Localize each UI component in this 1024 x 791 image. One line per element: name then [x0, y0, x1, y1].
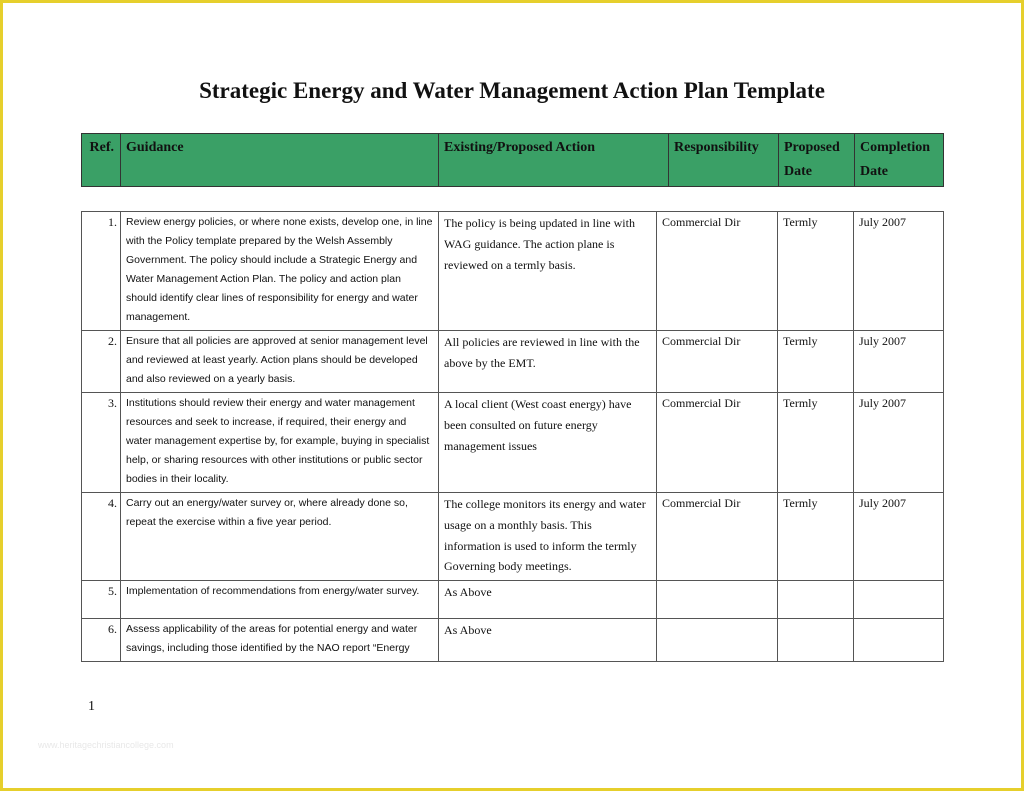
row-completion-date: July 2007 — [854, 393, 944, 493]
page-number: 1 — [88, 699, 95, 714]
header-proposed-date — [779, 134, 855, 187]
row-proposed-date: Termly — [778, 393, 854, 493]
row-guidance: Review energy policies, or where none exists, develop one, in line with the Policy template prepared by the Welsh Assembly Government. The policy should include a Strategic Energy and Water Management Action Plan. The policy and action plan should identify clear lines of responsibility for energy and water management. — [121, 212, 439, 331]
row-proposed-date: Termly — [778, 212, 854, 331]
header-guidance: Guidance — [121, 134, 439, 187]
row-ref: 1. — [82, 212, 121, 331]
row-completion-date: July 2007 — [854, 493, 944, 581]
row-proposed-date: Termly — [778, 493, 854, 581]
row-ref: 4. — [82, 493, 121, 581]
row-ref: 2. — [82, 331, 121, 393]
row-responsibility: Commercial Dir — [657, 393, 778, 493]
row-guidance: Assess applicability of the areas for potential energy and water savings, including those identified by the NAO report “Energy — [121, 619, 439, 662]
table-row — [82, 331, 944, 393]
row-action: All policies are reviewed in line with the above by the EMT. — [439, 331, 657, 393]
header-completion-line1: Completion — [860, 140, 930, 155]
row-guidance: Carry out an energy/water survey or, where already done so, repeat the exercise within a five year period. — [121, 493, 439, 581]
row-proposed-date — [778, 619, 854, 662]
header-completion-line2: Date — [860, 164, 888, 179]
row-responsibility — [657, 619, 778, 662]
row-responsibility — [657, 581, 778, 619]
table-row — [82, 493, 944, 581]
row-completion-date — [854, 581, 944, 619]
row-completion-date — [854, 619, 944, 662]
row-guidance: Ensure that all policies are approved at senior management level and reviewed at least yearly. Action plans should be developed and also reviewed on a yearly basis. — [121, 331, 439, 393]
row-responsibility: Commercial Dir — [657, 493, 778, 581]
row-action: As Above — [439, 581, 657, 619]
table-row — [82, 619, 944, 662]
header-completion-date — [855, 134, 944, 187]
header-responsibility: Responsibility — [669, 134, 779, 187]
row-completion-date: July 2007 — [854, 212, 944, 331]
row-guidance: Implementation of recommendations from energy/water survey. — [121, 581, 439, 619]
row-proposed-date — [778, 581, 854, 619]
row-ref: 5. — [82, 581, 121, 619]
table-row — [82, 212, 944, 331]
row-ref: 3. — [82, 393, 121, 493]
header-proposed-line2: Date — [784, 164, 812, 179]
action-plan-table — [81, 211, 944, 662]
row-proposed-date: Termly — [778, 331, 854, 393]
row-action: The policy is being updated in line with WAG guidance. The action plane is reviewed on a termly basis. — [439, 212, 657, 331]
table-row — [82, 581, 944, 619]
document-title: Strategic Energy and Water Management Action Plan Template — [199, 78, 825, 103]
watermark-text: www.heritagechristiancollege.com — [38, 740, 174, 750]
table-row — [82, 393, 944, 493]
header-action: Existing/Proposed Action — [439, 134, 669, 187]
row-action: The college monitors its energy and water usage on a monthly basis. This information is used to inform the termly Governing body meetings. — [439, 493, 657, 581]
row-guidance: Institutions should review their energy and water management resources and seek to increase, if required, their energy and water management expertise by, for example, buying in specialist help, or sharing resources with other institutions or public sector bodies in their locality. — [121, 393, 439, 493]
row-completion-date: July 2007 — [854, 331, 944, 393]
header-proposed-line1: Proposed — [784, 140, 840, 155]
header-ref: Ref. — [82, 134, 121, 187]
row-action: As Above — [439, 619, 657, 662]
row-ref: 6. — [82, 619, 121, 662]
row-action: A local client (West coast energy) have been consulted on future energy management issues — [439, 393, 657, 493]
row-responsibility: Commercial Dir — [657, 331, 778, 393]
row-responsibility: Commercial Dir — [657, 212, 778, 331]
header-table — [81, 133, 944, 187]
